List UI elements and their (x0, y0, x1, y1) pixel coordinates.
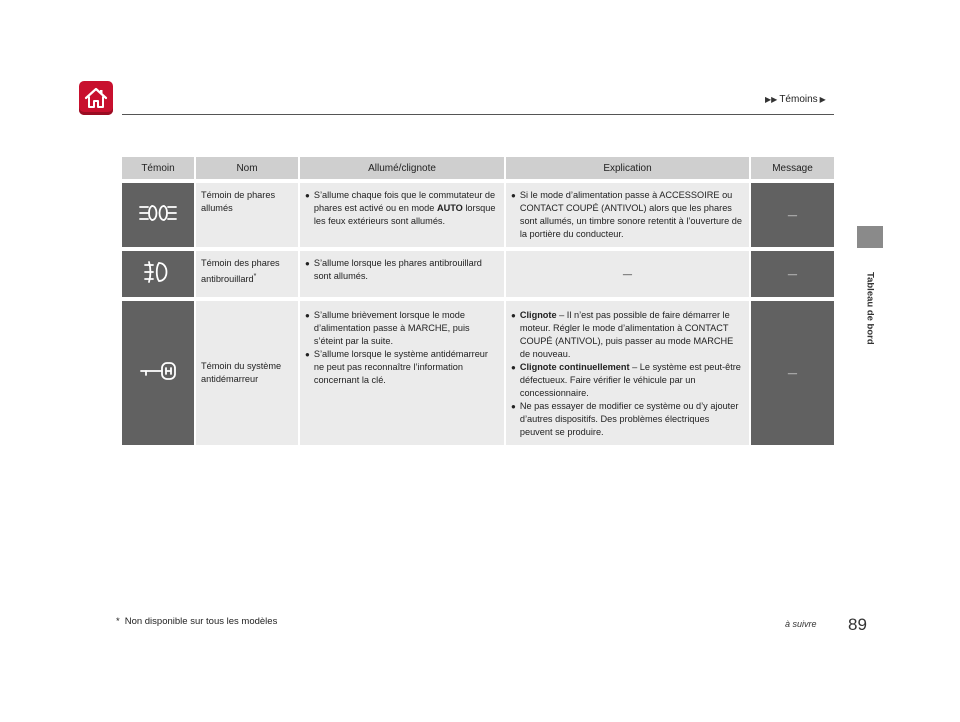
table-row (122, 179, 834, 247)
indicator-icon-cell (122, 247, 196, 297)
column-header: Allumé/clignote (300, 157, 506, 179)
column-header: Explication (506, 157, 751, 179)
column-header: Nom (196, 157, 300, 179)
indicator-message: — (751, 297, 834, 445)
breadcrumb-arrow-icon: ▶▶ (765, 95, 778, 104)
indicator-table (122, 157, 834, 445)
indicator-icon-cell (122, 297, 196, 445)
column-header: Témoin (122, 157, 196, 179)
indicator-message: — (751, 179, 834, 247)
chapter-label: Tableau de bord (864, 271, 876, 345)
table-row (122, 247, 834, 297)
home-icon (84, 87, 108, 109)
indicator-explanation: ● Si le mode d’alimentation passe à ACCESSOIRE ou CONTACT COUPÉ (ANTIVOL) alors que les phares sont allumés, un timbre sonore retentit à l’ouverture de la portière du conducteur. (506, 179, 751, 247)
breadcrumb[interactable] (765, 94, 826, 105)
immobilizer-key-icon (138, 358, 178, 384)
column-header: Message (751, 157, 834, 179)
indicator-on-blink: ● S’allume chaque fois que le commutateur de phares est activé ou en mode AUTO lorsque les feux extérieurs sont allumés. (300, 179, 506, 247)
footnote: * Non disponible sur tous les modèles (116, 616, 278, 627)
table-row (122, 297, 834, 445)
continued-label: à suivre (785, 619, 817, 629)
fog-light-icon (143, 259, 173, 285)
indicator-on-blink: ● S’allume lorsque les phares antibrouillard sont allumés. (300, 247, 506, 297)
table-header-row (122, 157, 834, 179)
indicator-icon-cell (122, 179, 196, 247)
indicator-name: Témoin des phares antibrouillard* (196, 247, 300, 297)
indicator-name: Témoin du système antidémarreur (196, 297, 300, 445)
home-button[interactable] (79, 81, 113, 115)
chapter-tab[interactable] (857, 226, 883, 248)
indicator-explanation: — (506, 247, 751, 297)
headlight-on-icon (138, 202, 178, 224)
footnote-marker: * (253, 273, 257, 280)
indicator-message: — (751, 247, 834, 297)
breadcrumb-label[interactable]: Témoins (779, 94, 818, 105)
header-rule (122, 114, 834, 115)
indicator-on-blink: ● S’allume brièvement lorsque le mode d’alimentation passe à MARCHE, puis s’éteint par la suite. ● S’allume lorsque le système antidémarreur ne peut pas reconnaître l’information concernant la clé. (300, 297, 506, 445)
indicator-name: Témoin de phares allumés (196, 179, 300, 247)
breadcrumb-arrow-icon: ▶ (819, 95, 826, 104)
page-number: 89 (848, 615, 867, 634)
indicator-explanation: ● Clignote – Il n’est pas possible de faire démarrer le moteur. Régler le mode d’alimentation à CONTACT COUPÉ (ANTIVOL), puis passer au mode MARCHE de nouveau. ● Clignote continuellement – Le système est peut-être défectueux. Faire vérifier le véhicule par un concessionnaire. ● Ne pas essayer de modifier ce système ou d’y ajouter d’autres dispositifs. Des problèmes électriques peuvent se produire. (506, 297, 751, 445)
